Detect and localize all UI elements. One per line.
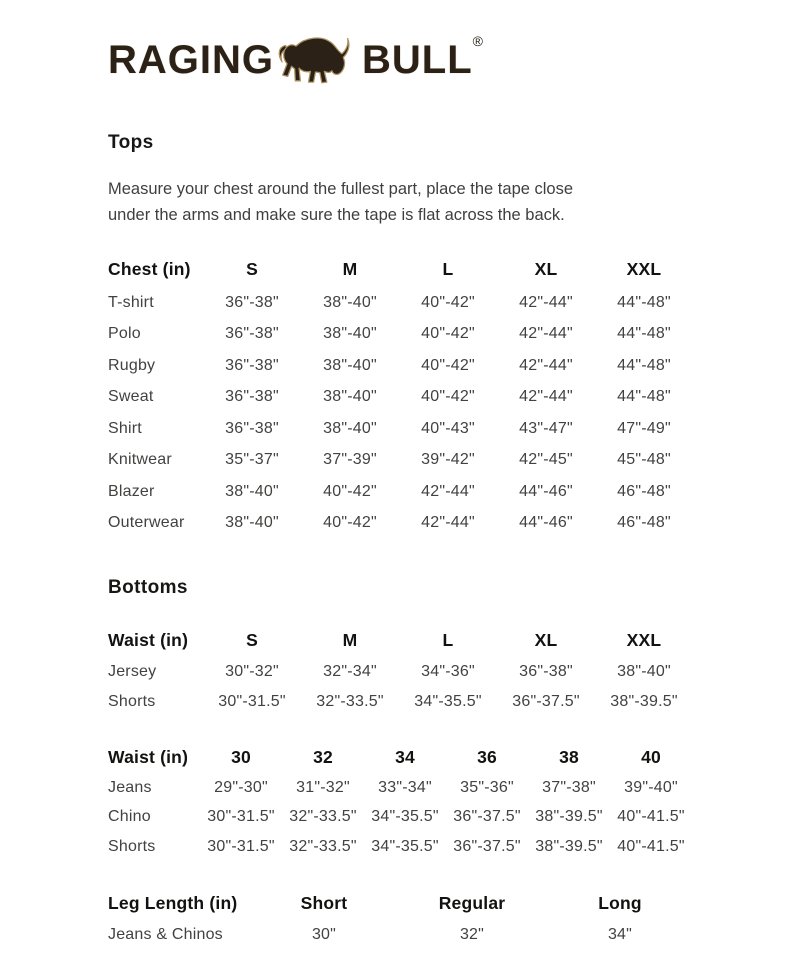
table-row [108, 803, 692, 833]
size-column-header: Long [598, 893, 642, 913]
size-value: 42"-44" [519, 388, 573, 406]
row-label: Shirt [108, 419, 142, 437]
size-column-header: XL [534, 629, 558, 650]
size-value: 36"-38" [225, 356, 279, 374]
instruction-line: Measure your chest around the fullest part, place the tape close [108, 180, 574, 198]
size-value: 38"-39.5" [610, 693, 678, 710]
size-value: 36"-38" [519, 663, 573, 680]
waist-size-table [108, 623, 693, 717]
size-value: 38"-40" [323, 293, 377, 311]
size-value: 47"-49" [617, 419, 671, 437]
size-value: 43"-47" [519, 419, 573, 437]
size-value: 42"-44" [519, 325, 573, 343]
size-value: 38"-40" [617, 663, 671, 680]
size-value: 36"-38" [225, 419, 279, 437]
table-row [108, 657, 693, 687]
size-value: 32"-33.5" [289, 837, 357, 855]
size-value: 30"-32" [225, 663, 279, 680]
size-value: 34"-35.5" [414, 693, 482, 710]
size-value: 40"-41.5" [617, 837, 685, 855]
size-value: 39"-42" [421, 451, 475, 469]
size-value: 44"-48" [617, 293, 671, 311]
size-value: 44"-48" [617, 356, 671, 374]
row-label-column-header: Chest (in) [108, 259, 191, 279]
row-label: Jeans [108, 778, 152, 796]
size-value: 46"-48" [617, 514, 671, 532]
size-value: 36"-37.5" [512, 693, 580, 710]
size-column-header: 34 [395, 746, 415, 767]
size-value: 37"-39" [323, 451, 377, 469]
size-value: 32"-33.5" [316, 693, 384, 710]
size-value: 37"-38" [542, 778, 596, 796]
size-value: 34"-35.5" [371, 808, 439, 826]
row-label: Rugby [108, 356, 156, 374]
size-value: 38"-39.5" [535, 808, 603, 826]
table-row [108, 413, 693, 445]
waist-inches-table [108, 741, 692, 862]
size-value: 38"-40" [225, 514, 279, 532]
logo-word-bull: BULL [362, 38, 473, 82]
row-label: Shorts [108, 837, 156, 855]
header-row [108, 888, 694, 920]
size-value: 40"-43" [421, 419, 475, 437]
table-row [108, 476, 693, 508]
row-label-column-header: Waist (in) [108, 629, 189, 650]
size-column-header: 30 [231, 746, 251, 767]
header-row [108, 252, 693, 287]
registered-trademark-symbol: ® [472, 33, 483, 49]
table-row [108, 687, 693, 717]
size-column-header: Regular [438, 893, 506, 913]
size-column-header: Short [300, 893, 348, 913]
size-column-header: XXL [626, 259, 662, 279]
size-column-header: XL [534, 259, 558, 279]
header-row [108, 741, 692, 773]
size-value: 38"-39.5" [535, 837, 603, 855]
bottoms-heading: Bottoms [108, 577, 188, 598]
size-value: 40"-42" [323, 482, 377, 500]
size-column-header: S [246, 629, 258, 650]
chest-size-table [108, 252, 693, 539]
size-value: 39"-40" [624, 778, 678, 796]
size-column-header: 32 [313, 746, 333, 767]
table-row [108, 445, 693, 477]
size-value: 38"-40" [323, 419, 377, 437]
row-label: Polo [108, 325, 141, 343]
size-value: 32"-34" [323, 663, 377, 680]
size-value: 34"-36" [421, 663, 475, 680]
tops-measure-instructions [108, 176, 800, 228]
size-value: 32"-33.5" [289, 808, 357, 826]
size-value: 36"-38" [225, 388, 279, 406]
row-label: Shorts [108, 693, 156, 710]
size-value: 34" [607, 925, 633, 943]
size-value: 36"-37.5" [453, 808, 521, 826]
size-value: 46"-48" [617, 482, 671, 500]
size-value: 35"-36" [460, 778, 514, 796]
size-value: 44"-48" [617, 325, 671, 343]
size-column-header: 38 [559, 746, 579, 767]
size-value: 44"-48" [617, 388, 671, 406]
size-value: 40"-42" [421, 388, 475, 406]
table-row [108, 287, 693, 319]
size-value: 42"-45" [519, 451, 573, 469]
logo-word-raging: RAGING [108, 38, 274, 82]
size-value: 40"-41.5" [617, 808, 685, 826]
size-value: 40"-42" [421, 293, 475, 311]
size-value: 33"-34" [378, 778, 432, 796]
size-value: 30"-31.5" [207, 837, 275, 855]
size-value: 40"-42" [323, 514, 377, 532]
size-value: 44"-46" [519, 482, 573, 500]
table-row [108, 382, 693, 414]
size-value: 38"-40" [323, 356, 377, 374]
size-value: 40"-42" [421, 356, 475, 374]
size-value: 34"-35.5" [371, 837, 439, 855]
bull-icon [277, 31, 359, 89]
size-column-header: M [342, 259, 358, 279]
table-row [108, 319, 693, 351]
size-column-header: L [442, 259, 454, 279]
size-column-header: L [442, 629, 454, 650]
leg-length-table [108, 888, 694, 950]
size-column-header: XXL [626, 629, 662, 650]
tops-heading: Tops [108, 132, 154, 153]
size-value: 45"-48" [617, 451, 671, 469]
size-value: 36"-37.5" [453, 837, 521, 855]
size-column-header: 40 [641, 746, 661, 767]
size-value: 32" [459, 925, 485, 943]
row-label: Jeans & Chinos [108, 925, 223, 943]
table-row [108, 508, 693, 540]
size-value: 42"-44" [421, 482, 475, 500]
row-label: Knitwear [108, 451, 172, 469]
row-label: Outerwear [108, 514, 185, 532]
size-value: 29"-30" [214, 778, 268, 796]
size-value: 40"-42" [421, 325, 475, 343]
brand-logo [108, 28, 800, 92]
row-label-column-header: Waist (in) [108, 746, 189, 767]
size-value: 42"-44" [421, 514, 475, 532]
size-value: 36"-38" [225, 293, 279, 311]
table-row [108, 350, 693, 382]
size-value: 38"-40" [323, 388, 377, 406]
size-value: 31"-32" [296, 778, 350, 796]
row-label-column-header: Leg Length (in) [108, 893, 238, 913]
row-label: Blazer [108, 482, 155, 500]
row-label: Sweat [108, 388, 154, 406]
size-value: 30" [311, 925, 337, 943]
size-value: 42"-44" [519, 293, 573, 311]
size-column-header: 36 [477, 746, 497, 767]
header-row [108, 623, 693, 657]
table-row [108, 773, 692, 803]
size-column-header: S [246, 259, 258, 279]
table-row [108, 832, 692, 862]
size-column-header: M [342, 629, 358, 650]
size-value: 30"-31.5" [218, 693, 286, 710]
row-label: T-shirt [108, 293, 154, 311]
size-value: 42"-44" [519, 356, 573, 374]
size-value: 38"-40" [323, 325, 377, 343]
table-row [108, 920, 694, 950]
size-value: 35"-37" [225, 451, 279, 469]
size-value: 36"-38" [225, 325, 279, 343]
row-label: Chino [108, 808, 151, 826]
size-value: 30"-31.5" [207, 808, 275, 826]
size-value: 38"-40" [225, 482, 279, 500]
size-value: 44"-46" [519, 514, 573, 532]
instruction-line: under the arms and make sure the tape is flat across the back. [108, 206, 565, 224]
row-label: Jersey [108, 663, 157, 680]
